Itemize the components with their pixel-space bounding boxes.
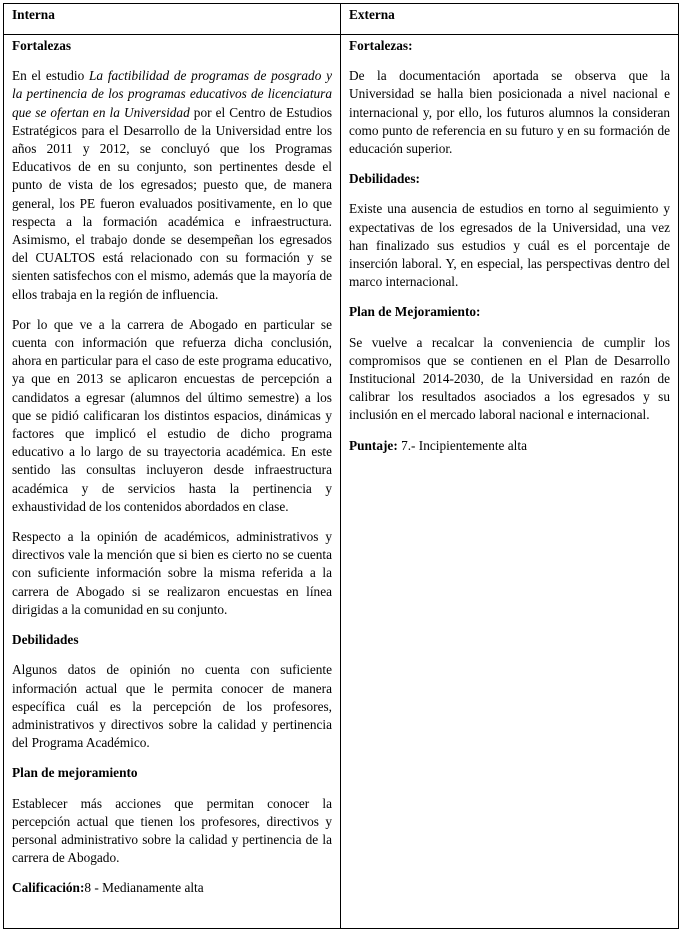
external-score-value: 7.- Incipientemente alta xyxy=(397,437,527,453)
internal-plan-title: Plan de mejoramiento xyxy=(12,765,138,781)
external-plan-text: Se vuelve a recalcar la conveniencia de cumplir los compromisos que se contienen en el Plan de Desarrollo Institucional 2014-2030, de la Universidad en razón de calibrar los resultados asociados a los egresados y su inclusión en el mercado laboral nacional e internacional. xyxy=(349,334,670,423)
external-score xyxy=(349,437,670,455)
header-external-label: Externa xyxy=(349,7,395,22)
internal-cell xyxy=(4,35,341,929)
external-weaknesses-title: Debilidades: xyxy=(349,171,420,187)
internal-score-value: 8 - Medianamente alta xyxy=(84,880,204,896)
header-internal xyxy=(4,4,341,35)
header-row xyxy=(4,4,679,35)
internal-strengths-paragraph-2: Por lo que ve a la carrera de Abogado en particular se cuenta con información que refuerza dicha conclusión, ahora en particular para el caso de este programa educativo, ya que en 2013 se aplicaron encuestas de percepción a candidatos a egresar (alumnos del último semestre) a los que se pidió calificaran los distintos espacios, dinámicas y factores que implicó el estudio de dicho programa educativo a lo largo de su trayectoria académica. En este sentido las consultas incluyeron desde infraestructura académica y de servicios hasta la pertinencia y exhaustividad de los contenidos abordados en clase. xyxy=(12,316,332,514)
internal-strengths-paragraph-3: Respecto a la opinión de académicos, administrativos y directivos vale la mención que si bien es cierto no se cuenta con suficiente información sobre la misma referida a la carrera de Abogado si se realizaron encuestas en línea dirigidas a la comunidad en su conjunto. xyxy=(12,529,332,617)
header-internal-label: Interna xyxy=(12,7,55,22)
internal-strengths-paragraph-1 xyxy=(12,67,332,304)
external-strengths-text: De la documentación aportada se observa que la Universidad se halla bien posicionada a nivel nacional e internacional y, por ello, los futuros alumnos la consideran como punto de referencia en su futuro y en su formación de educación superior. xyxy=(349,68,670,157)
evaluation-table xyxy=(3,3,679,929)
external-weaknesses-text: Existe una ausencia de estudios en torno al seguimiento y expectativas de los egresados de la Universidad, una vez han finalizado sus estudios y cuál es el porcentaje de inserción laboral. Y, en especial, las perspectivas dentro del marco internacional. xyxy=(349,201,670,290)
p1-post: por el Centro de Estudios Estratégicos para el Desarrollo de la Universidad entre los años 2011 y 2012, se concluyó que los Programas Educativos de en su conjunto, son pertinentes desde el punto de vista de los egresados; puesto que, de manera general, los PE fueron evaluados positivamente, en lo que respecta a la formación académica e infraestructura. Asimismo, el trabajo donde se desempeñan los egresados del CUALTOS está relacionado con su formación y se sienten satisfechos con el mismo, además que la mayoría de ellos trabaja en la región de influencia. xyxy=(12,104,332,302)
internal-strengths-title: Fortalezas xyxy=(12,38,72,53)
external-score-label: Puntaje: xyxy=(349,437,398,453)
internal-weaknesses-text: Algunos datos de opinión no cuenta con suficiente información actual que le permita conocer de manera específica cuál es la percepción de los profesores, administrativos y directivos sobre la calidad y pertinencia del Programa Académico. xyxy=(12,662,332,751)
internal-score xyxy=(12,879,332,897)
header-external xyxy=(341,4,679,35)
study-title: La factibilidad de programas de posgrado y la pertinencia de los programas educativos de licenciatura que se ofertan en la Universidad xyxy=(12,68,332,120)
external-plan-title: Plan de Mejoramiento: xyxy=(349,304,481,320)
content-row xyxy=(4,35,679,929)
internal-weaknesses-title: Debilidades xyxy=(12,632,79,648)
external-cell xyxy=(341,35,679,929)
internal-plan-text: Establecer más acciones que permitan conocer la percepción actual que tienen los profesores, directivos y personal administrativo sobre la calidad y pertinencia de la carrera de Abogado. xyxy=(12,795,332,866)
p1-pre: En el estudio xyxy=(12,68,90,84)
external-strengths-title: Fortalezas: xyxy=(349,38,413,53)
internal-score-label: Calificación: xyxy=(12,880,85,896)
